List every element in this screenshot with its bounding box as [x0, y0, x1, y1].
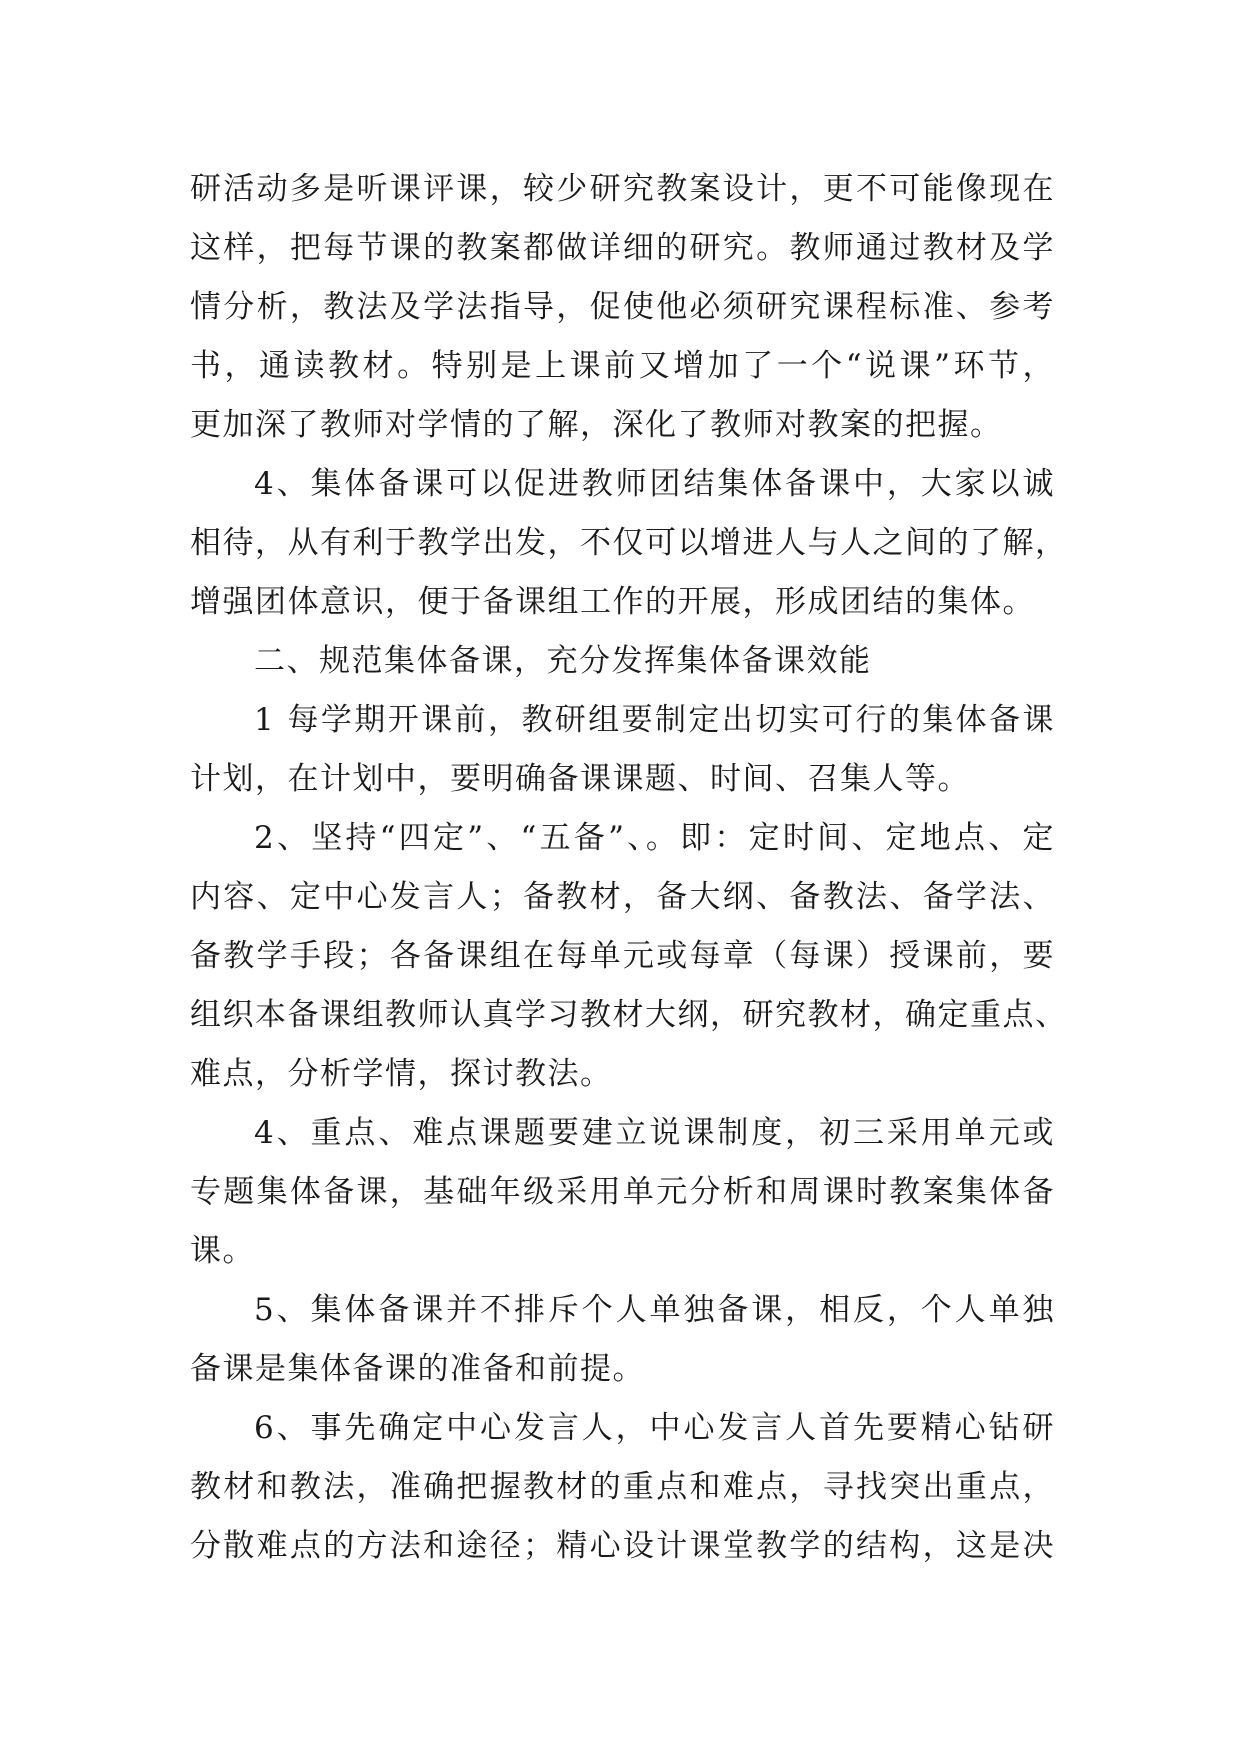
paragraph-3: [190, 691, 1055, 809]
text-line: 备课是集体备课的准备和前提。: [190, 1351, 645, 1387]
text-line: 内容、定中心发言人；备教材，备大纲、备教法、备学法、: [190, 879, 1055, 915]
text-line: 4、重点、难点课题要建立说课制度，初三采用单元或: [254, 1115, 1055, 1151]
section-heading: [190, 632, 1055, 691]
text-line: 分散难点的方法和途径；精心设计课堂教学的结构，这是决: [190, 1528, 1055, 1564]
text-line: 2、坚持“四定”、“五备”、。即：定时间、定地点、定: [254, 820, 1055, 856]
text-line: 教材和教法，准确把握教材的重点和难点，寻找突出重点，: [190, 1469, 1055, 1505]
document-body: [190, 160, 1068, 1576]
text-line: 计划，在计划中，要明确备课课题、时间、召集人等。: [190, 761, 970, 797]
text-line: 备教学手段；各备课组在每单元或每章（每课）授课前，要: [190, 938, 1055, 974]
text-line: 难点，分析学情，探讨教法。: [190, 1056, 613, 1092]
paragraph-6: [190, 1281, 1055, 1399]
text-line: 4、集体备课可以促进教师团结集体备课中，大家以诚: [254, 466, 1055, 502]
text-line: 书，通读教材。特别是上课前又增加了一个“说课”环节，: [190, 348, 1055, 384]
paragraph-2: [190, 455, 1068, 632]
text-line: 研活动多是听课评课，较少研究教案设计，更不可能像现在: [190, 171, 1055, 207]
text-line: 增强团体意识，便于备课组工作的开展，形成团结的集体。: [190, 584, 1035, 620]
paragraph-7: [190, 1399, 1055, 1576]
text-line: 情分析，教法及学法指导，促使他必须研究课程标准、参考: [190, 289, 1055, 325]
paragraph-5: [190, 1104, 1055, 1281]
text-line: 二、规范集体备课，充分发挥集体备课效能: [254, 643, 872, 679]
text-line: 6、事先确定中心发言人，中心发言人首先要精心钻研: [254, 1410, 1055, 1446]
text-line: 5、集体备课并不排斥个人单独备课，相反，个人单独: [254, 1292, 1055, 1328]
paragraph-4: [190, 809, 1068, 1104]
paragraph-1: [190, 160, 1055, 455]
text-line: 更加深了教师对学情的了解，深化了教师对教案的把握。: [190, 407, 1003, 443]
text-line: 组织本备课组教师认真学习教材大纲，研究教材，确定重点、: [190, 997, 1068, 1033]
text-line: 专题集体备课，基础年级采用单元分析和周课时教案集体备: [190, 1174, 1055, 1210]
text-line: 相待，从有利于教学出发，不仅可以增进人与人之间的了解，: [190, 525, 1068, 561]
text-line: 1 每学期开课前，教研组要制定出切实可行的集体备课: [254, 702, 1055, 738]
text-line: 课。: [190, 1233, 255, 1269]
text-line: 这样，把每节课的教案都做详细的研究。教师通过教材及学: [190, 230, 1055, 266]
